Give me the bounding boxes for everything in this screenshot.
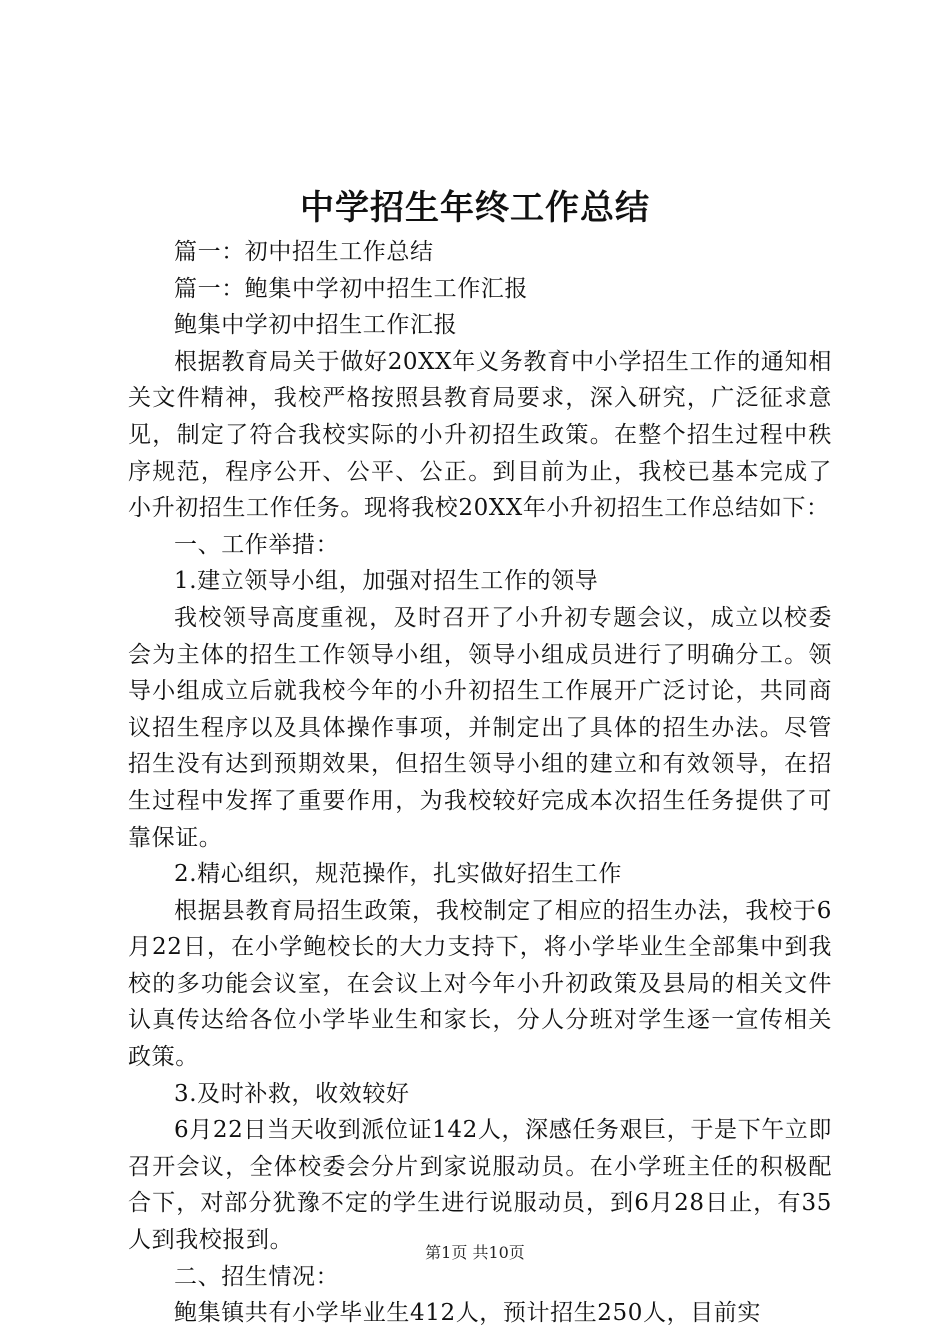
paragraph-subheading-2: 2.精心组织，规范操作，扎实做好招生工作: [174, 861, 622, 888]
paragraph-intro: 根据教育局关于做好20XX年义务教育中小学招生工作的通知相关文件精神，我校严格按照县教育局要求，深入研究，广泛征求意见，制定了符合我校实际的小升初招生政策。在整个招生过程中秩序规范，程序公开、公平、公正。到目前为止，我校已基本完成了小升初招生工作任务。现将我校20XX年小升初招生工作总结如下：: [128, 348, 832, 522]
paragraph-leadership: 我校领导高度重视，及时召开了小升初专题会议，成立以校委会为主体的招生工作领导小组，领导小组成员进行了明确分工。领导小组成立后就我校今年的小升初招生工作展开广泛讨论，共同商议招生程序以及具体操作事项，并制定出了具体的招生办法。尽管招生没有达到预期效果，但招生领导小组的建立和有效领导，在招生过程中发挥了重要作用，为我校较好完成本次招生任务提供了可靠保证。: [128, 604, 832, 851]
document-title: 中学招生年终工作总结: [300, 188, 650, 228]
paragraph-section-heading-2: 篇一：鲍集中学初中招生工作汇报: [174, 275, 528, 302]
page-footer: 第1页 共10页: [425, 1243, 525, 1262]
paragraph-enrollment: 鲍集镇共有小学毕业生412人，预计招生250人，目前实: [174, 1300, 761, 1327]
paragraph-report-title: 鲍集中学初中招生工作汇报: [174, 312, 458, 339]
paragraph-organization: 根据县教育局招生政策，我校制定了相应的招生办法，我校于6月22日，在小学鲍校长的大力支持下，将小学毕业生全部集中到我校的多功能会议室，在会议上对今年小升初政策及县局的相关文件认真传达给各位小学毕业生和家长，分人分班对学生逐一宣传相关政策。: [128, 897, 832, 1071]
paragraph-remedy: 6月22日当天收到派位证142人，深感任务艰巨，于是下午立即召开会议，全体校委会分片到家说服动员。在小学班主任的积极配合下，对部分犹豫不定的学生进行说服动员，到6月28日止，有35人到我校报到。: [128, 1117, 832, 1254]
paragraph-heading-enrollment: 二、招生情况：: [174, 1263, 340, 1290]
paragraph-subheading-3: 3.及时补救，收效较好: [174, 1080, 410, 1107]
paragraph-heading-measures: 一、工作举措：: [174, 531, 340, 558]
paragraph-subheading-1: 1.建立领导小组，加强对招生工作的领导: [174, 568, 599, 595]
paragraph-section-heading-1: 篇一：初中招生工作总结: [174, 239, 434, 265]
document-body: [128, 234, 832, 1332]
